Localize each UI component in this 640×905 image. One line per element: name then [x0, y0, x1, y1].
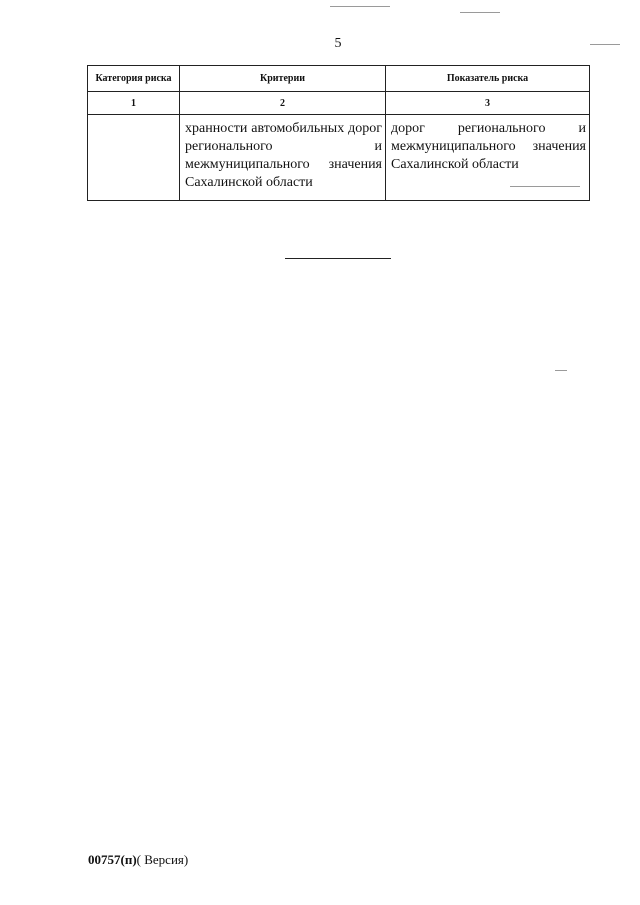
- column-number-2: 2: [180, 92, 386, 115]
- document-code-number: 00757(п): [88, 852, 137, 867]
- cell-risk-indicator: дорог регионального и межмуниципального значения Сахалинской области: [386, 115, 590, 201]
- table-row: [88, 115, 590, 201]
- document-version: ( Версия): [136, 852, 189, 867]
- header-risk-category: Категория риска: [88, 66, 180, 92]
- header-risk-indicator: Показатель риска: [386, 66, 590, 92]
- table-header-row: [88, 66, 590, 92]
- risk-table: [87, 65, 590, 201]
- scan-speck: [590, 44, 620, 45]
- column-number-3: 3: [386, 92, 590, 115]
- document-code: [88, 852, 188, 868]
- cell-risk-category: [88, 115, 180, 201]
- page-number: 5: [334, 36, 342, 51]
- separator-line: [285, 258, 391, 259]
- scan-speck: [460, 12, 500, 13]
- column-number-1: 1: [88, 92, 180, 115]
- scan-speck: [555, 370, 567, 371]
- scan-speck: [510, 186, 580, 187]
- scan-speck: [330, 6, 390, 7]
- header-criteria: Критерии: [180, 66, 386, 92]
- column-number-row: [88, 92, 590, 115]
- cell-criteria: хранности автомобильных дорог регионального и межмуниципального значения Сахалинской области: [180, 115, 386, 201]
